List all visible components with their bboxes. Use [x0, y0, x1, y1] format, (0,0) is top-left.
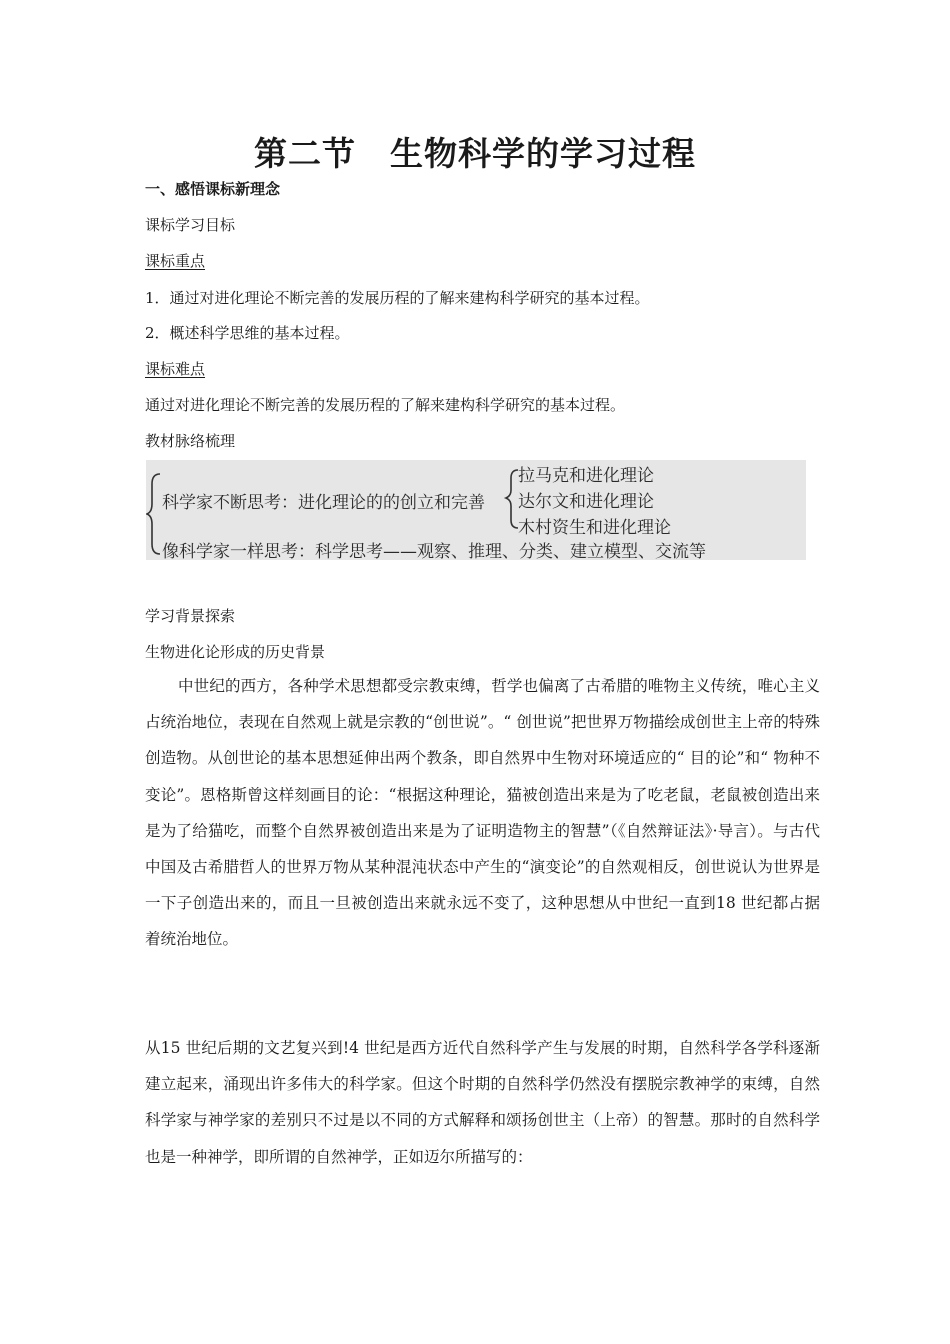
- history-label: 生物进化论形成的历史背景: [145, 643, 326, 661]
- diagram-branch-2: 像科学家一样思考：科学思考——观察、推理、分类、建立模型、交流等: [162, 542, 706, 562]
- key-points-label: 课标重点: [145, 252, 206, 270]
- section-heading: 一、感悟课标新理念: [145, 180, 281, 198]
- outline-label: 教材脉络梳理: [145, 432, 236, 450]
- key-point-item: 2．概述科学思维的基本过程。: [145, 324, 350, 342]
- difficulty-text: 通过对进化理论不断完善的发展历程的了解来建构科学研究的基本过程。: [145, 396, 626, 414]
- diagram-sub-3: 木村资生和进化理论: [518, 518, 671, 538]
- inner-brace: [506, 470, 518, 528]
- key-point-item: 1．通过对进化理论不断完善的发展历程的了解来建构科学研究的基本过程。: [145, 289, 650, 307]
- diagram-branch-1: 科学家不断思考：进化理论的的创立和完善: [162, 493, 485, 513]
- outline-diagram: [146, 460, 806, 560]
- page-title: 第二节 生物科学的学习过程: [254, 134, 696, 173]
- outer-brace: [147, 474, 160, 554]
- paragraph-text: 中世纪的西方，各种学术思想都受宗教束缚，哲学也偏离了古希腊的唯物主义传统，唯心主义占统治地位，表现在自然观上就是宗教的“创世说”。“ 创世说”把世界万物描绘成创世主上帝的特殊创造物。从创世论的基本思想延伸出两个教条，即自然界中生物对环境适应的“ 目的论”和“ 物种不变论”。恩格斯曾这样刻画目的论：“根据这种理论，猫被创造出来是为了吃老鼠，老鼠被创造出来是为了给猫吃，而整个自然界被创造出来是为了证明造物主的智慧”（《自然辩证法》·导言）。与古代中国及古希腊哲人的世界万物从某种混沌状态中产生的“演变论”的自然观相反，创世说认为世界是一下子创造出来的，而且一旦被创造出来就永远不变了，这种思想从中世纪一直到18 世纪都占据着统治地位。: [145, 677, 820, 949]
- body-paragraph-1: [145, 668, 820, 958]
- diagram-sub-1: 拉马克和进化理论: [518, 466, 654, 486]
- difficulty-label: 课标难点: [145, 360, 206, 378]
- goals-label: 课标学习目标: [145, 216, 236, 234]
- body-paragraph-2: [145, 1030, 820, 1175]
- diagram-sub-2: 达尔文和进化理论: [518, 492, 654, 512]
- background-label: 学习背景探索: [145, 607, 236, 625]
- paragraph-text: 从15 世纪后期的文艺复兴到!4 世纪是西方近代自然科学产生与发展的时期，自然科学各学科逐渐建立起来，涌现出许多伟大的科学家。但这个时期的自然科学仍然没有摆脱宗教神学的束缚，自然科学家与神学家的差别只不过是以不同的方式解释和颂扬创世主（上帝）的智慧。那时的自然科学也是一种神学，即所谓的自然神学，正如迈尔所描写的：: [145, 1039, 820, 1166]
